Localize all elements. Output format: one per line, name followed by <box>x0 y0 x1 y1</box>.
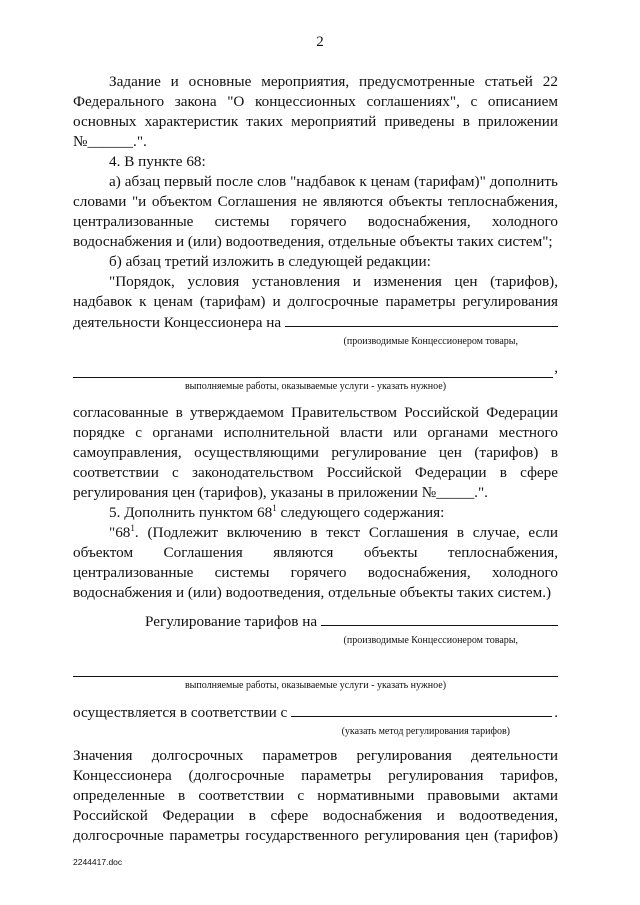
item-5 <box>73 503 558 523</box>
quote1-fill-row <box>73 312 558 333</box>
item-4a-line-1: а) абзац первый после слов "надбавок к ценам (тарифам)" дополнить <box>109 173 558 190</box>
caption-works-2: выполняемые работы, оказываемые услуги - указать нужное) <box>184 680 447 691</box>
p2-line-2: порядке с органами исполнительной власти или органами местного <box>73 424 558 441</box>
accordance-fill-row <box>73 702 558 723</box>
caption-works: выполняемые работы, оказываемые услуги - указать нужное) <box>184 381 447 392</box>
item-4a-line-4: водоснабжения и (или) водоотведения, отдельные объекты таких систем"; <box>73 233 553 250</box>
full-blank-row-2 <box>73 657 558 677</box>
tariff-fill-row <box>73 611 558 632</box>
item-5-post: следующего содержания: <box>276 504 445 521</box>
blank-line <box>73 361 553 378</box>
item-5-pre: 5. Дополнить пунктом 68 <box>109 504 273 521</box>
caption-method: (указать метод регулирования тарифов) <box>341 726 510 737</box>
p2-line-5: регулирования цен (тарифов), указаны в приложении №_____.". <box>73 484 488 501</box>
item-4a-line-3: централизованные системы горячего водоснабжения, холодного <box>73 213 558 230</box>
comma: , <box>554 359 558 376</box>
quote1-line-1: "Порядок, условия установления и изменения цен (тарифов), <box>109 273 558 290</box>
quote2-pre: "68 <box>109 524 131 541</box>
p1-line-4: №______.". <box>73 133 147 150</box>
page-number: 2 <box>316 34 324 50</box>
p2-line-3: самоуправления, осуществляющими регулирование цен (тарифов) в <box>73 444 558 461</box>
p3-line-2: Концессионера (долгосрочные параметры регулирования тарифов, <box>73 767 558 784</box>
item-4b: б) абзац третий изложить в следующей редакции: <box>109 253 431 270</box>
p2-line-1: согласованные в утверждаемом Правительством Российской Федерации <box>73 404 558 421</box>
accordance-label: осуществляется в соответствии с <box>73 704 288 721</box>
period: . <box>554 704 558 721</box>
p1-line-1: Задание и основные мероприятия, предусмотренные статьей 22 <box>109 73 558 90</box>
full-blank-row <box>73 358 558 378</box>
quote2-line-1 <box>73 523 558 543</box>
quote2-line-2: объектом Соглашения являются объекты теплоснабжения, <box>73 544 558 561</box>
document-body <box>73 72 558 846</box>
blank-line <box>285 312 558 327</box>
item-4a-line-2: словами "и объектом Соглашения не являются объекты теплоснабжения, <box>73 193 558 210</box>
p3-line-1: Значения долгосрочных параметров регулирования деятельности <box>73 747 558 764</box>
blank-line <box>321 611 558 626</box>
caption-goods-2: (производимые Концессионером товары, <box>343 635 518 646</box>
quote1-line-2: надбавок к ценам (тарифам) и долгосрочные параметры регулирования <box>73 293 558 310</box>
quote2-line-3: централизованные системы горячего водоснабжения, холодного <box>73 564 558 581</box>
blank-line <box>73 660 558 677</box>
p3-line-5: долгосрочные параметры государственного регулирования цен (тарифов) <box>73 827 558 844</box>
p1-line-2: Федерального закона "О концессионных соглашениях", с описанием <box>73 93 558 110</box>
p2-line-4: соответствии с законодательством Российской Федерации в сфере <box>73 464 558 481</box>
item-4: 4. В пункте 68: <box>109 153 206 170</box>
quote2-line-4: водоснабжения и (или) водоотведения, отдельные объекты таких систем.) <box>73 584 552 601</box>
p1-line-3: основных характеристик таких мероприятий приведены в приложении <box>73 113 558 130</box>
quote1-line-3: деятельности Концессионера на <box>73 314 282 331</box>
p3-line-4: Российской Федерации в сфере водоснабжения и водоотведения, <box>73 807 558 824</box>
p3-line-3: определенные в соответствии с нормативными правовыми актами <box>73 787 558 804</box>
quote2-sup: 1 <box>130 522 135 533</box>
footer-filename: 2244417.doc <box>73 857 123 867</box>
blank-line <box>291 702 552 717</box>
quote2-l1: . (Подлежит включению в текст Соглашения в случае, если <box>134 524 558 541</box>
item-5-sup: 1 <box>272 502 277 513</box>
tariff-label: Регулирование тарифов на <box>145 613 318 630</box>
caption-goods: (производимые Концессионером товары, <box>343 336 518 347</box>
